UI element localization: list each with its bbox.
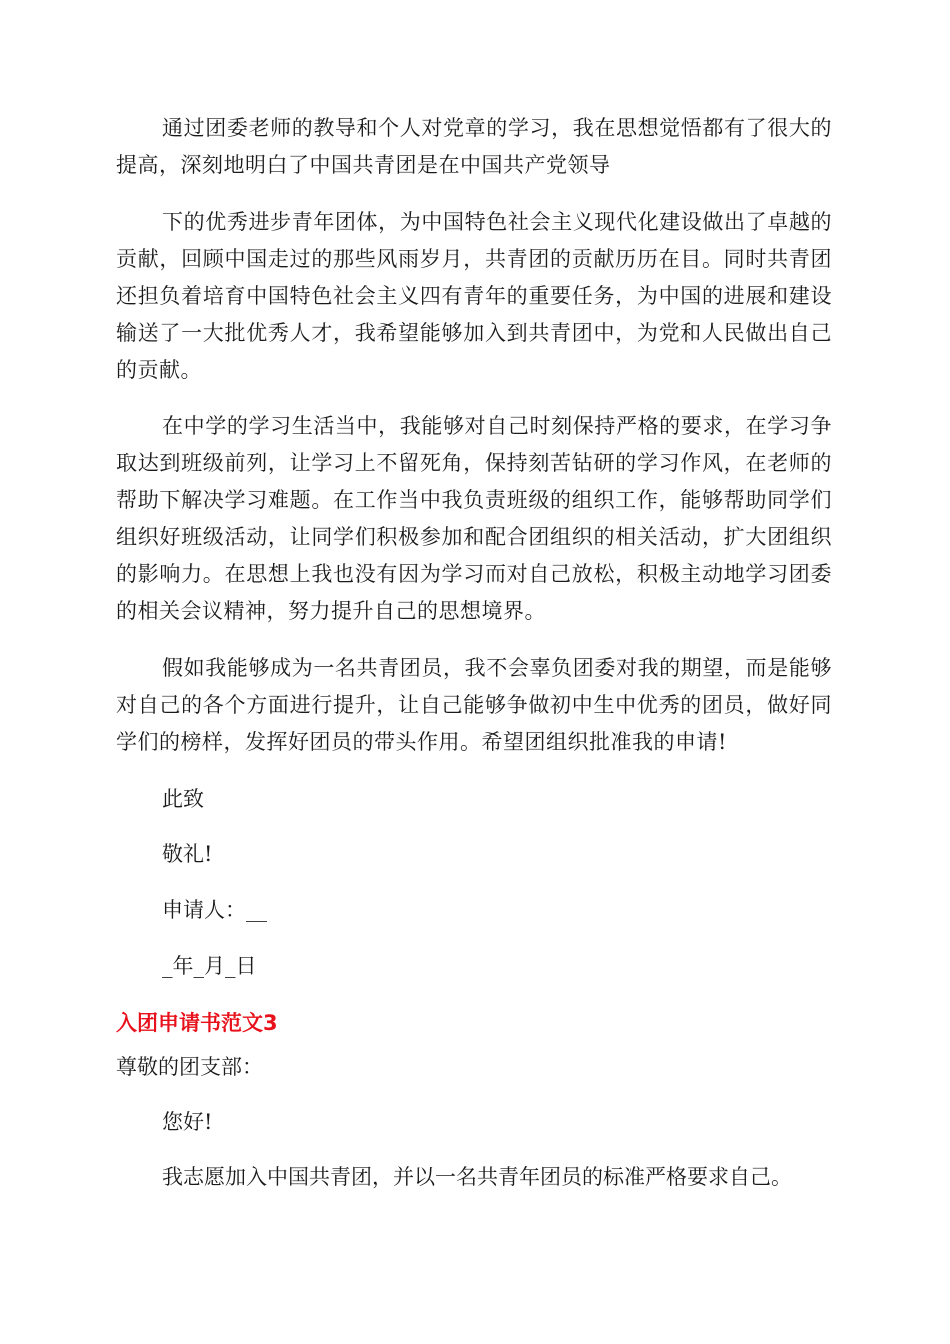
date-line: _年_月_日 <box>162 954 257 978</box>
closing-jing-li: 敬礼! <box>162 842 213 866</box>
last-paragraph: 我志愿加入中国共青团，并以一名共青年团员的标准严格要求自己。 <box>162 1165 792 1189</box>
applicant-line: 申请人：__ <box>162 898 267 922</box>
salutation: 尊敬的团支部： <box>116 1055 263 1079</box>
paragraph-4: 假如我能够成为一名共青团员，我不会辜负团委对我的期望，而是能够对自己的各个方面进行提升，让自己能够争做初中生中优秀的团员，做好同学们的榜样，发挥好团员的带头作用。希望团组织批准我的申请! <box>116 656 832 754</box>
closing-ci-zhi: 此致 <box>162 787 204 811</box>
paragraph-3: 在中学的学习生活当中，我能够对自己时刻保持严格的要求，在学习争取达到班级前列，让学习上不留死角，保持刻苦钻研的学习作风，在老师的帮助下解决学习难题。在工作当中我负责班级的组织工作，能够帮助同学们组织好班级活动，让同学们积极参加和配合团组织的相关活动，扩大团组织的影响力。在思想上我也没有因为学习而对自己放松，积极主动地学习团委的相关会议精神，努力提升自己的思想境界。 <box>116 414 832 623</box>
section-title: 入团申请书范文3 <box>116 1011 278 1035</box>
paragraph-1: 通过团委老师的教导和个人对党章的学习，我在思想觉悟都有了很大的提高，深刻地明白了中国共青团是在中国共产党领导 <box>116 116 832 177</box>
greeting: 您好! <box>162 1110 213 1134</box>
paragraph-2: 下的优秀进步青年团体，为中国特色社会主义现代化建设做出了卓越的贡献，回顾中国走过的那些风雨岁月，共青团的贡献历历在目。同时共青团还担负着培育中国特色社会主义四有青年的重要任务，为中国的进展和建设输送了一大批优秀人才，我希望能够加入到共青团中，为党和人民做出自己的贡献。 <box>116 210 832 382</box>
